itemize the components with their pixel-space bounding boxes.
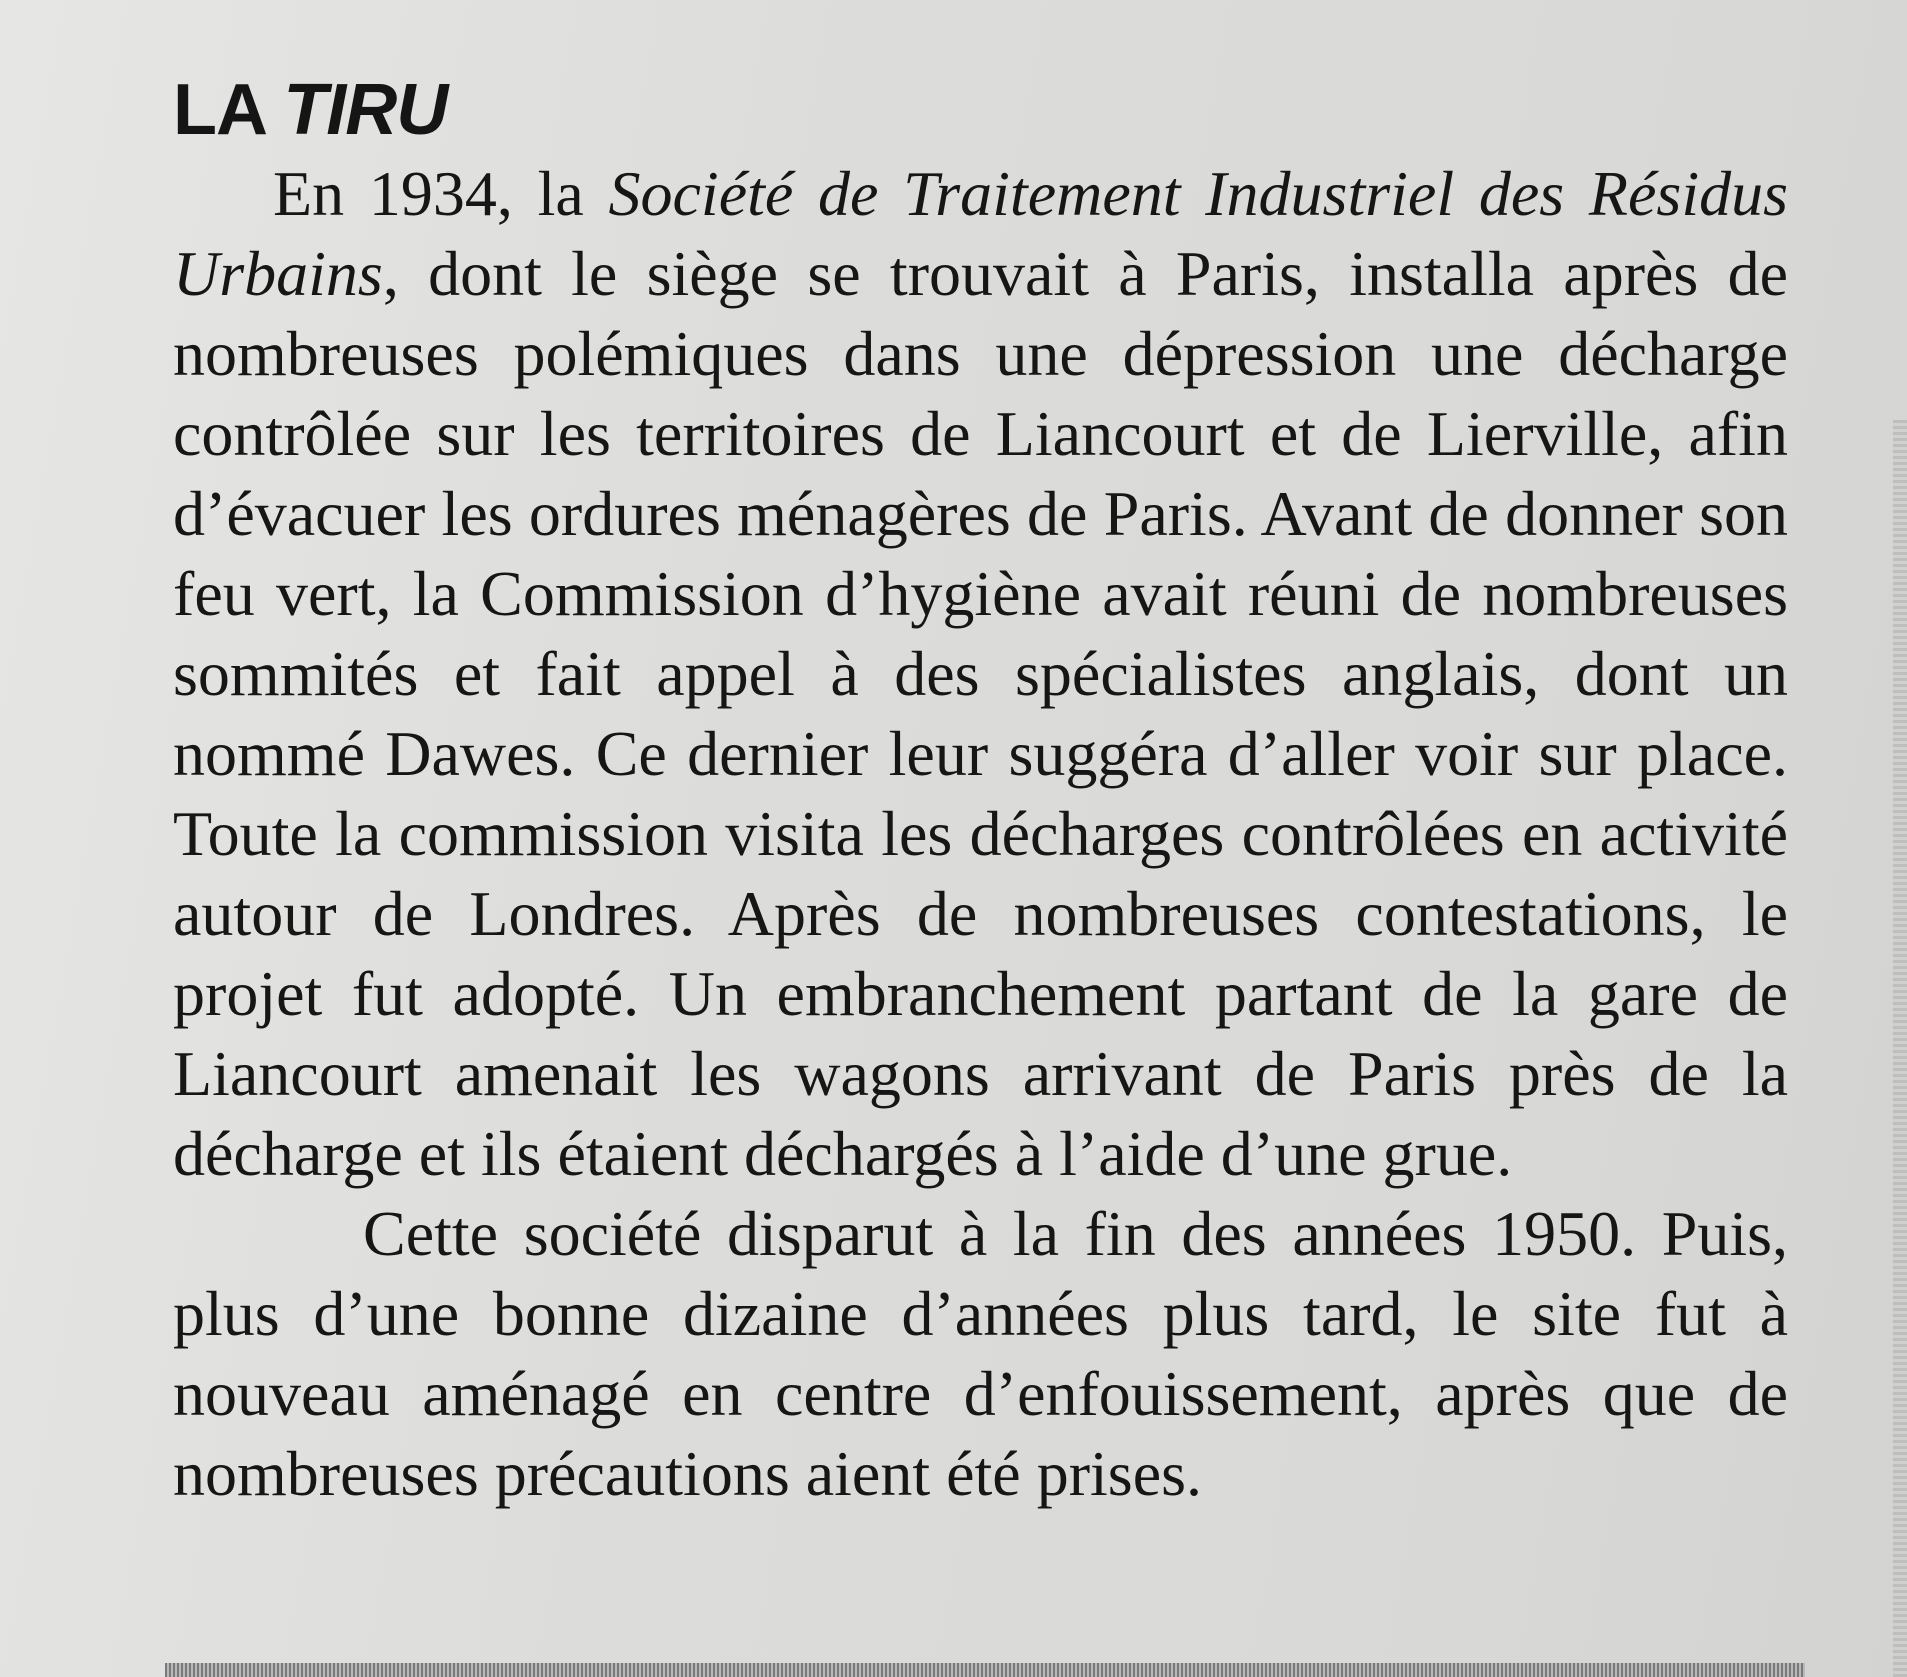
section-heading [173, 60, 1788, 160]
heading-emphasis: TIRU [283, 70, 448, 150]
paragraph-2: Cette société disparut à la fin des années 1950. Puis, plus d’une bonne dizaine d’années plus tard, le site fut à nouveau aménagé en centre d’enfouissement, après que de nombreuses précautions aient été prises. [173, 1198, 1788, 1509]
paragraph-1 [173, 154, 1788, 1194]
company-name: Société de Traitement Industriel des Résidus Urbains [173, 158, 1789, 309]
page-content [173, 60, 1788, 1514]
bottom-rule [165, 1663, 1805, 1677]
page-edge [1893, 420, 1907, 1677]
paragraph-1-intro: En 1934, la [273, 158, 609, 229]
paragraph-1-body: , dont le siège se trouvait à Paris, installa après de nombreuses polémiques dans une dépression une décharge contrôlée sur les territoires de Liancourt et de Lierville, afin d’évacuer les ordures ménagères de Paris. Avant de donner son feu vert, la Commission d’hygiène avait réuni de nombreuses sommités et fait appel à des spécialistes anglais, dont un nommé Dawes. Ce dernier leur suggéra d’aller voir sur place. Toute la commission visita les décharges contrôlées en activité autour de Londres. Après de nombreuses contestations, le projet fut adopté. Un embranchement partant de la gare de Liancourt amenait les wagons arrivant de Paris près de la décharge et ils étaient déchargés à l’aide d’une grue. [173, 238, 1788, 1189]
heading-prefix: LA [173, 70, 284, 150]
